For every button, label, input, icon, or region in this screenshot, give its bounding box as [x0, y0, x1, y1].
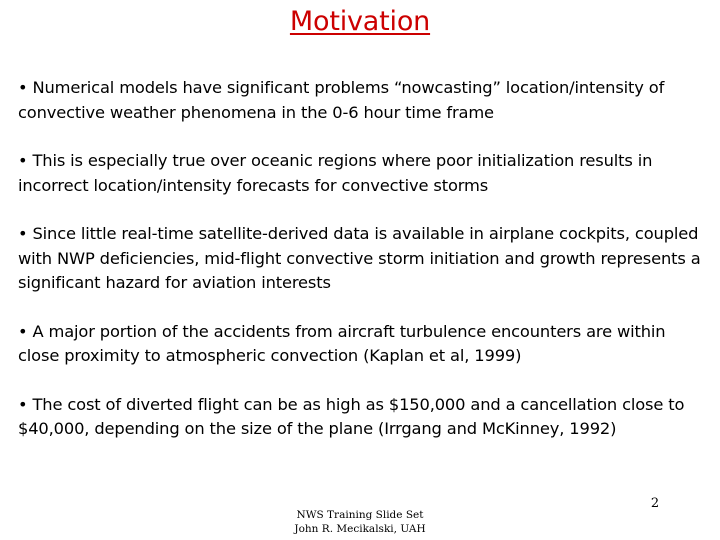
slide-footer [240, 508, 480, 536]
slide-title: Motivation [289, 6, 431, 37]
bullet-item: • The cost of diverted flight can be as high as $150,000 and a cancellation close to $40,000, depending on the size of the plane (Irrgang and McKinney, 1992) [18, 394, 685, 438]
bullet-item: • Since little real-time satellite-derived data is available in airplane cockpits, coupled with NWP deficiencies, mid-flight convective storm initiation and growth represents a significant hazard for aviation interests [18, 224, 701, 292]
bullet-item: • Numerical models have significant problems “nowcasting” location/intensity of convective weather phenomena in the 0-6 hour time frame [18, 78, 665, 122]
bullet-item: • A major portion of the accidents from aircraft turbulence encounters are within close proximity to atmospheric convection (Kaplan et al, 1999) [18, 321, 666, 365]
page-number: 2 [650, 496, 660, 511]
bullet-list [18, 76, 708, 466]
footer-line-title: NWS Training Slide Set [296, 509, 424, 521]
bullet-item: • This is especially true over oceanic regions where poor initialization results in incorrect location/intensity forecasts for convective storms [18, 151, 653, 195]
footer-line-author: John R. Mecikalski, UAH [294, 523, 426, 535]
